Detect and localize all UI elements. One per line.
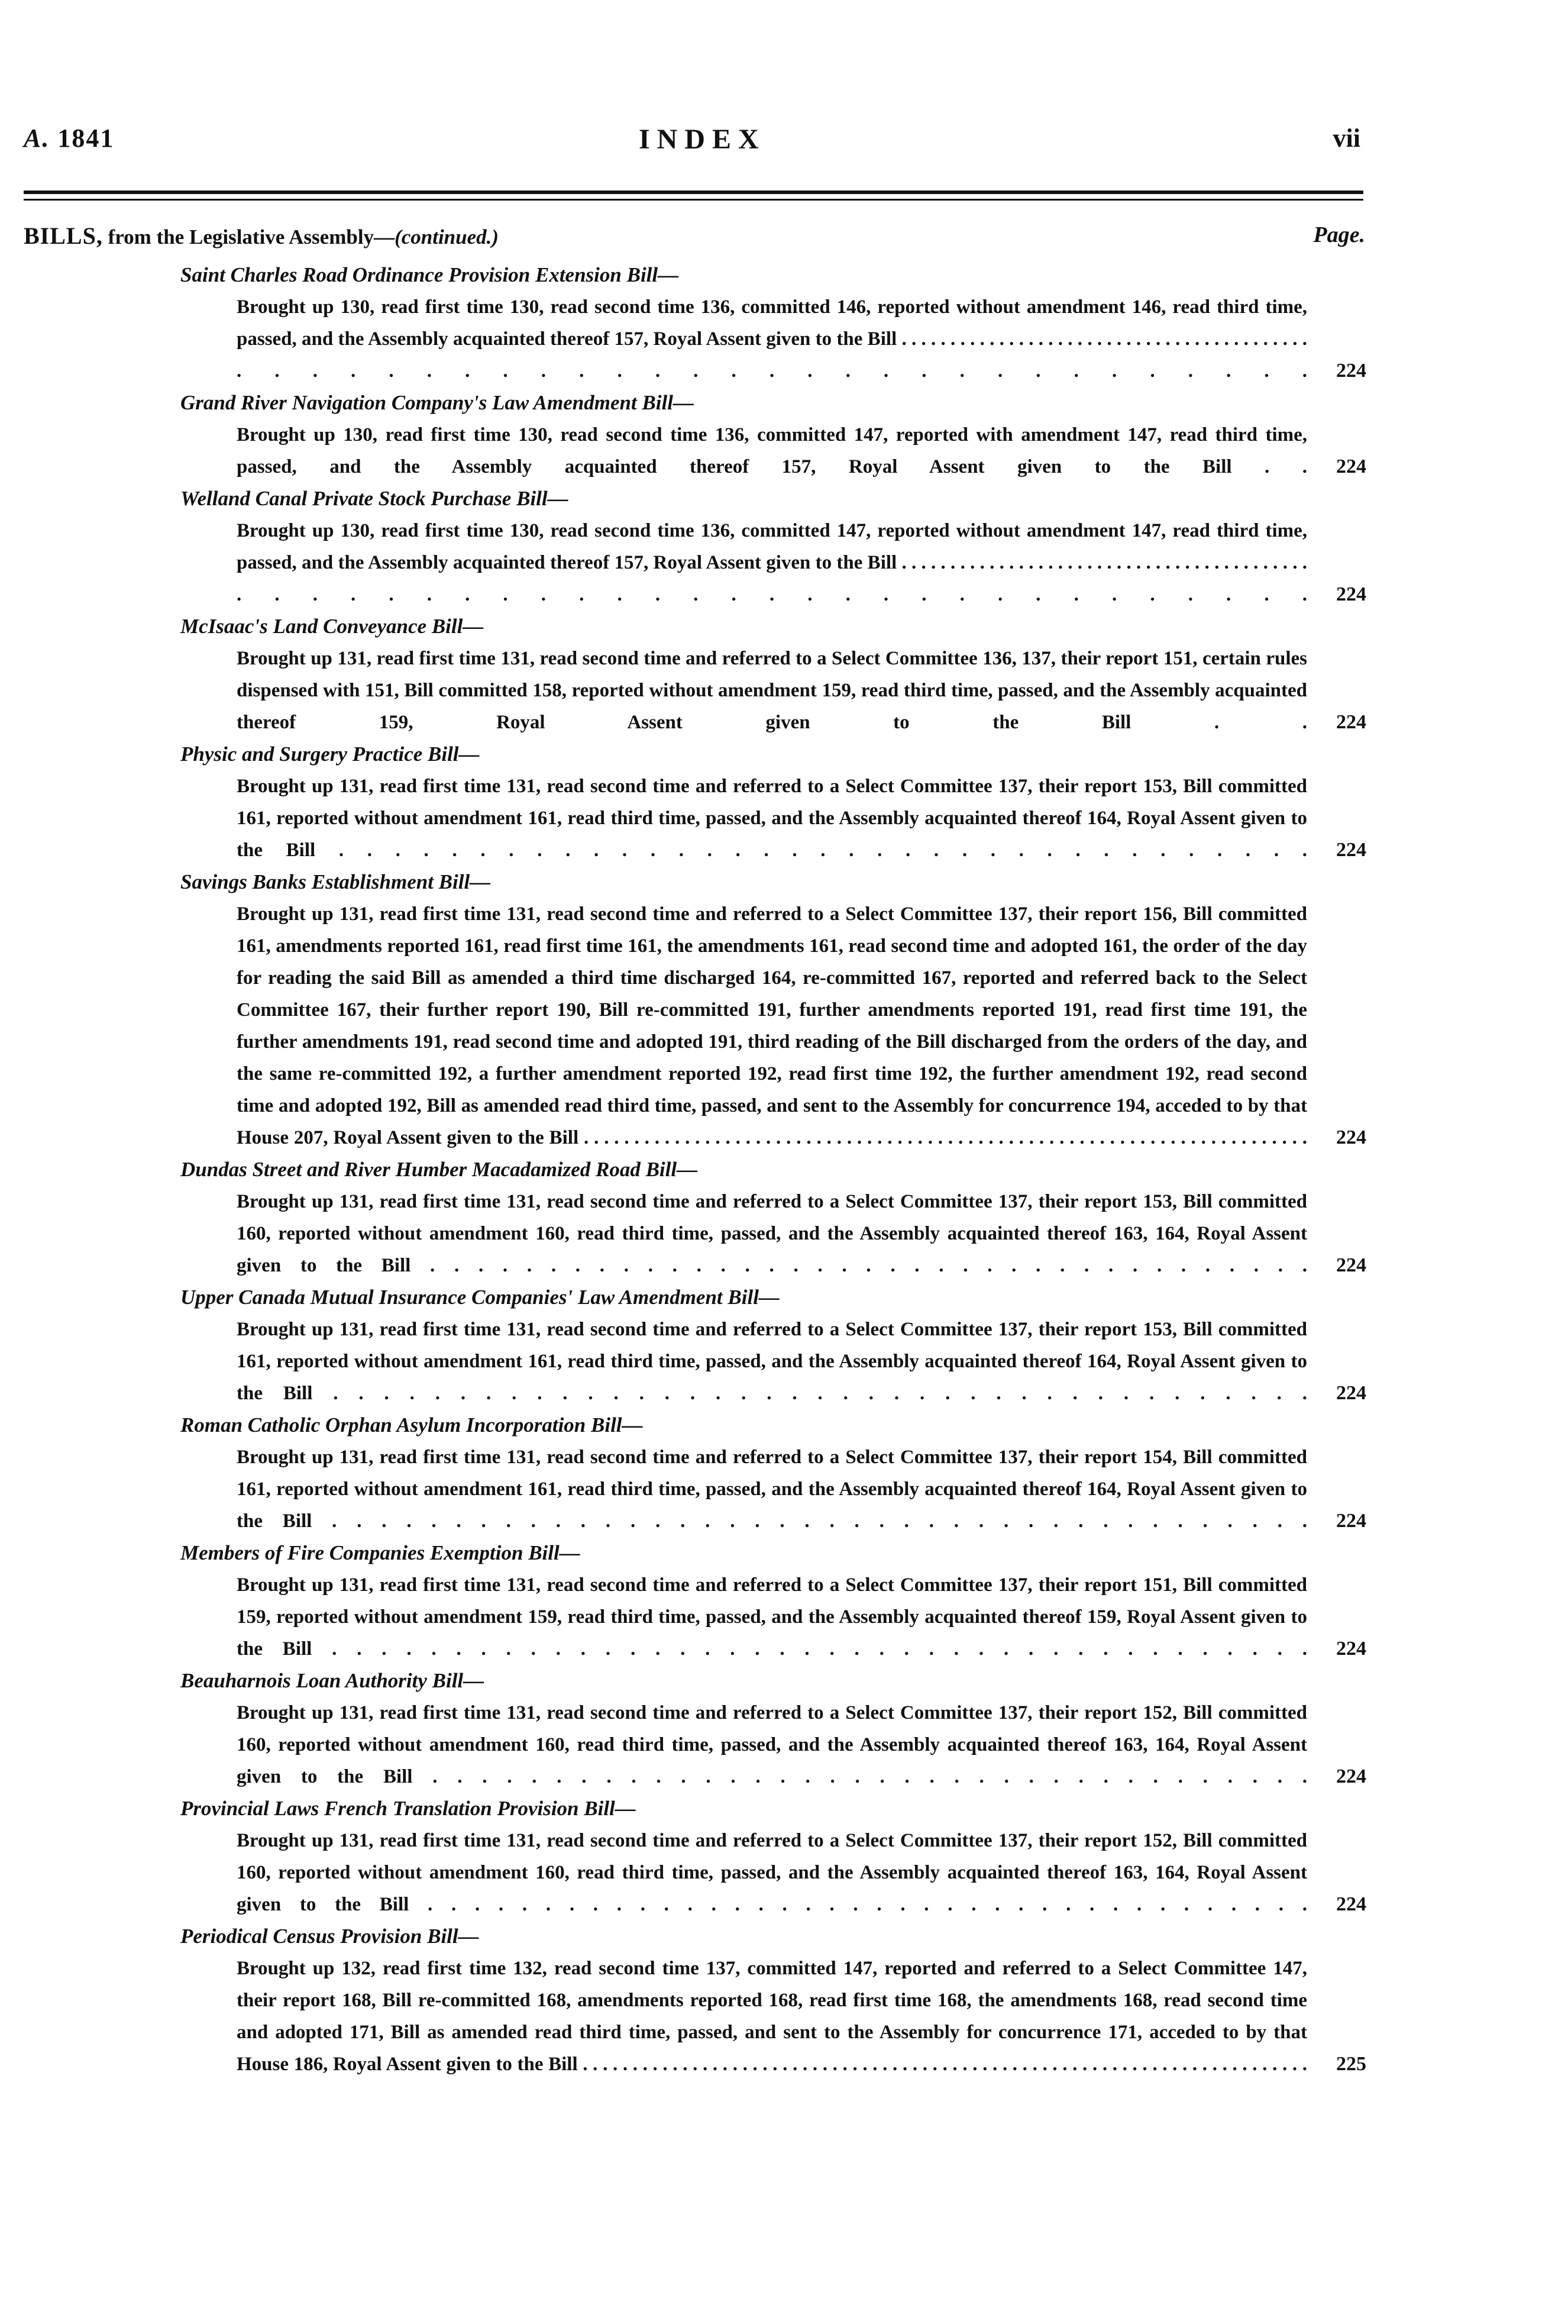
bill-title: Provincial Laws French Translation Provision Bill— [180,1797,636,1820]
running-head [24,123,1360,164]
bill-title: Roman Catholic Orphan Asylum Incorporation Bill— [180,1413,643,1437]
page-column-label: Page. [1313,222,1365,247]
bill-title: Beauharnois Loan Authority Bill— [180,1669,484,1692]
bill-proceedings-text: Brought up 131, read first time 131, read second time and referred to a Select Committee 137, their report 153, Bill committed 161, reported without amendment 161, read third time, passed, and the Assembly acquainted thereof 164, Royal Assent given to the Bill . . . . . . . . . . . . . . . . . . . . . . . . . . . . . . . . . . . . . . . [237,1319,1307,1404]
page-reference: 224 [1336,456,1366,477]
page-reference: 224 [1336,839,1366,861]
bill-proceedings [237,1441,1366,1537]
bill-proceedings [237,898,1366,1154]
bill-proceedings-text: Brought up 131, read first time 131, read second time and referred to a Select Committee 137, their report 152, Bill committed 160, reported without amendment 160, read third time, passed, and the Assembly acquainted thereof 163, 164, Royal Assent given to the Bill . . . . . . . . . . . . . . . . . . . . . . . . . . . . . . . . . . . . . . [237,1830,1307,1915]
page-reference: 225 [1336,2053,1366,2075]
bill-title: Dundas Street and River Humber Macadamized Road Bill— [180,1158,698,1181]
page-reference: 224 [1336,1254,1366,1276]
header-rule-thick [24,191,1363,194]
bill-proceedings-text: Brought up 131, read first time 131, read second time and referred to a Select Committee 137, their report 153, Bill committed 161, reported without amendment 161, read third time, passed, and the Assembly acquainted thereof 164, Royal Assent given to the Bill . . . . . . . . . . . . . . . . . . . . . . . . . . . . . . . . . . . [237,776,1307,861]
bill-proceedings [237,291,1366,387]
section-heading-rest: from the Legislative Assembly— [102,225,395,248]
list-item [0,259,1568,387]
list-item [0,483,1568,611]
page-reference: 224 [1336,583,1366,605]
bill-title: McIsaac's Land Conveyance Bill— [180,615,484,638]
bill-proceedings [237,1186,1366,1282]
section-heading-continued: (continued.) [395,225,499,248]
list-item [0,611,1568,738]
bill-title: Welland Canal Private Stock Purchase Bill— [180,487,568,510]
bill-proceedings-text: Brought up 131, read first time 131, read second time and referred to a Select Committee 137, their report 153, Bill committed 160, reported without amendment 160, read third time, passed, and the Assembly acquainted thereof 163, 164, Royal Assent given to the Bill . . . . . . . . . . . . . . . . . . . . . . . . . . . . . . . . . . . . . [237,1191,1307,1276]
list-item [0,1154,1568,1282]
bill-proceedings [237,643,1366,738]
page-reference: 224 [1336,711,1366,733]
list-item [0,387,1568,483]
section-heading-main: BILLS, [24,222,103,249]
year-prefix: A. [24,124,50,153]
bill-title: Upper Canada Mutual Insurance Companies' Law Amendment Bill— [180,1286,780,1309]
bill-proceedings-text: Brought up 130, read first time 130, read second time 136, committed 146, reported without amendment 146, read third time, passed, and the Assembly acquainted thereof 157, Royal Assent given to the Bill . . . . . . . . . . . . . . . . . . . . . . . . . . . . . . . . . . . . . . . . . . . . . . . . . . . . . . . . . . . . . . . . . . . . . . . [237,296,1307,382]
bill-proceedings-text: Brought up 132, read first time 132, read second time 137, committed 147, reported and referred to a Select Committee 147, their report 168, Bill re-committed 168, amendments reported 168, read first time 168, the amendments 168, read second time and adopted 171, Bill as amended read third time, passed, and sent to the Assembly for concurrence 171, acceded to by that House 186, Royal Assent given to the Bill . . . . . . . . . . . . . . . . . . . . . . . . . . . . . . . . . . . . . . . . . . . . . . . . . . . . . . . . . . . . . . . . . . . . . . . . . [237,1958,1307,2075]
page-numeral: vii [1333,124,1360,153]
bill-proceedings-text: Brought up 131, read first time 131, read second time and referred to a Select Committee 137, their report 151, Bill committed 159, reported without amendment 159, read third time, passed, and the Assembly acquainted thereof 159, Royal Assent given to the Bill . . . . . . . . . . . . . . . . . . . . . . . . . . . . . . . . . . . . . . . . [237,1574,1307,1660]
list-item [0,1537,1568,1665]
bill-proceedings [237,1952,1366,2080]
bill-title: Physic and Surgery Practice Bill— [180,743,480,766]
page-reference: 224 [1336,1382,1366,1404]
running-head-year [24,123,114,153]
list-item [0,1665,1568,1793]
list-item [0,1920,1568,2080]
list-item [0,1282,1568,1409]
bill-proceedings [237,1825,1366,1920]
list-item [0,1409,1568,1537]
bill-proceedings [237,419,1366,483]
bill-proceedings [237,1313,1366,1409]
bill-proceedings-text: Brought up 131, read first time 131, read second time and referred to a Select Committee 137, their report 154, Bill committed 161, reported without amendment 161, read third time, passed, and the Assembly acquainted thereof 164, Royal Assent given to the Bill . . . . . . . . . . . . . . . . . . . . . . . . . . . . . . . . . . . . . . . . [237,1447,1307,1532]
bill-title: Members of Fire Companies Exemption Bill— [180,1541,580,1564]
list-item [0,866,1568,1154]
bill-proceedings-text: Brought up 131, read first time 131, read second time and referred to a Select Committee 137, their report 156, Bill committed 161, amendments reported 161, read first time 161, the amendments 161, read second time and adopted 161, the order of the day for reading the said Bill as amended a third time discharged 164, re-committed 167, reported and referred back to the Select Committee 167, their further report 190, Bill re-committed 191, further amendments reported 191, read first time 191, the further amendments 191, read second time and adopted 191, third reading of the Bill discharged from the orders of the day, and the same re-committed 192, a further amendment reported 192, read first time 192, the further amendment 192, read second time and adopted 192, Bill as amended read third time, passed, and sent to the Assembly for concurrence 194, acceded to by that House 207, Royal Assent given to the Bill . . . . . . . . . . . . . . . . . . . . . . . . . . . . . . . . . . . . . . . . . . . . . . . . . . . . . . . . . . . . . . . . . . . . . . . . [237,903,1307,1148]
page-title: INDEX [639,124,766,155]
page-reference: 224 [1336,1893,1366,1915]
page-reference: 224 [1336,1638,1366,1660]
year: 1841 [57,124,115,153]
bill-proceedings [237,1697,1366,1793]
bill-title: Saint Charles Road Ordinance Provision Extension Bill— [180,263,679,286]
bill-proceedings-text: Brought up 131, read first time 131, read second time and referred to a Select Committee 136, 137, their report 151, certain rules dispensed with 151, Bill committed 158, reported without amendment 159, read third time, passed, and the Assembly acquainted thereof 159, Royal Assent given to the Bill . . [237,648,1307,733]
page-reference: 224 [1336,1510,1366,1532]
page-reference: 224 [1336,360,1366,382]
list-item [0,1793,1568,1920]
bill-proceedings [237,770,1366,866]
bill-entries-list [0,259,1568,2080]
bill-proceedings-text: Brought up 130, read first time 130, read second time 136, committed 147, reported with amendment 147, read third time, passed, and the Assembly acquainted thereof 157, Royal Assent given to the Bill . . [237,424,1307,477]
bill-proceedings [237,1569,1366,1665]
bill-title: Savings Banks Establishment Bill— [180,870,491,893]
page-reference: 224 [1336,1127,1366,1148]
bill-proceedings [237,515,1366,611]
bill-title: Periodical Census Provision Bill— [180,1925,479,1948]
list-item [0,738,1568,866]
bill-title: Grand River Navigation Company's Law Amendment Bill— [180,391,694,414]
page-reference: 224 [1336,1765,1366,1787]
header-rule-thin [24,199,1363,201]
bill-proceedings-text: Brought up 130, read first time 130, read second time 136, committed 147, reported without amendment 147, read third time, passed, and the Assembly acquainted thereof 157, Royal Assent given to the Bill . . . . . . . . . . . . . . . . . . . . . . . . . . . . . . . . . . . . . . . . . . . . . . . . . . . . . . . . . . . . . . . . . . . . . . . [237,520,1307,605]
bill-proceedings-text: Brought up 131, read first time 131, read second time and referred to a Select Committee 137, their report 152, Bill committed 160, reported without amendment 160, read third time, passed, and the Assembly acquainted thereof 163, 164, Royal Assent given to the Bill . . . . . . . . . . . . . . . . . . . . . . . . . . . . . . . . . . . . [237,1702,1307,1787]
section-heading [24,222,1365,257]
